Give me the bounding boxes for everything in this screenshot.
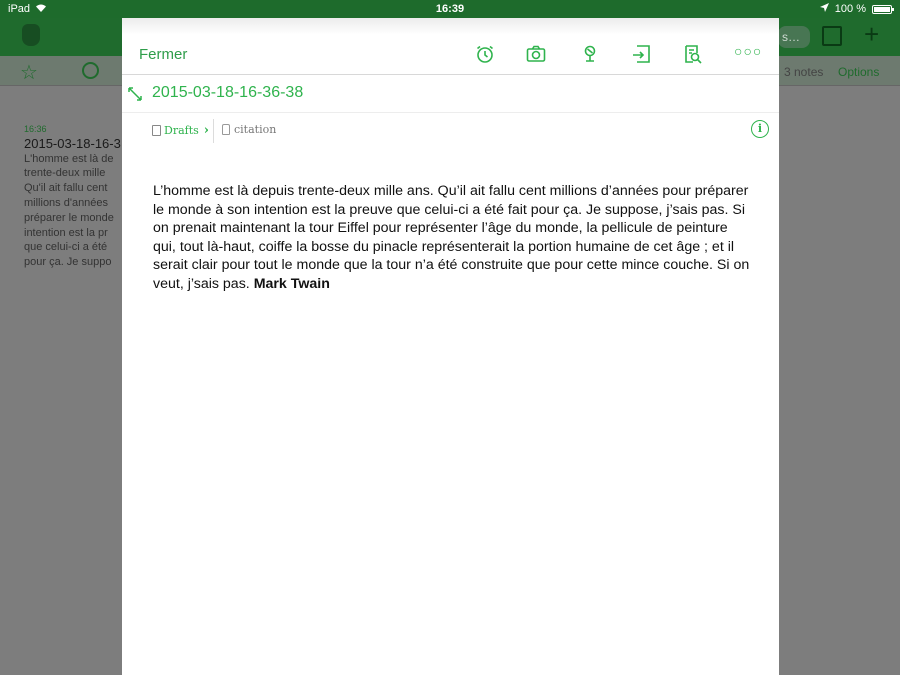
expand-icon[interactable] (128, 87, 142, 101)
note-toolbar (122, 18, 779, 75)
list-item-title: 2015-03-18-16-3 (24, 135, 121, 151)
location-arrow-icon (820, 3, 829, 15)
list-item-time: 16:36 (24, 124, 47, 134)
battery-icon (872, 5, 892, 14)
background-search-field: s… (778, 26, 810, 48)
background-notes-count: 3 notes (784, 65, 824, 79)
evernote-logo-icon (22, 24, 40, 46)
background-new-note-icon: + (864, 19, 880, 49)
tag-icon (222, 124, 230, 135)
status-left (8, 3, 47, 16)
note-body[interactable] (153, 182, 753, 294)
battery-percent: 100 % (834, 3, 866, 15)
background-share-icon (822, 26, 842, 46)
list-item-preview-line: millions d'années (24, 196, 109, 209)
background-note-list-item (24, 122, 124, 270)
battery-fill (874, 7, 890, 12)
tag-label: citation (234, 123, 277, 136)
camera-icon[interactable] (526, 44, 546, 64)
list-item-preview-line: Qu'il ait fallu cent (24, 182, 108, 195)
device-label: iPad (8, 3, 31, 15)
background-options: Options (838, 65, 880, 79)
notebook-selector[interactable] (152, 123, 209, 138)
microphone-icon[interactable] (580, 44, 600, 64)
note-body-author: Mark Twain (253, 275, 330, 292)
status-right (820, 3, 892, 15)
info-icon[interactable]: i (751, 120, 769, 138)
tag-selector[interactable] (222, 123, 276, 136)
status-bar (0, 0, 900, 18)
background-alarm-icon (82, 62, 99, 79)
chevron-right-icon: › (203, 123, 209, 138)
title-row (122, 75, 779, 113)
list-item-preview-line: pour ça. Je suppo (24, 256, 112, 269)
more-icon[interactable]: ○○○ (734, 43, 763, 59)
share-icon[interactable] (631, 44, 651, 64)
list-item-preview-line: intention est la pr (24, 226, 108, 239)
note-title[interactable]: 2015-03-18-16-36-38 (152, 84, 304, 101)
list-item-preview-line: L'homme est là de (24, 152, 114, 165)
notebook-icon (152, 125, 161, 136)
close-button[interactable]: Fermer (139, 46, 188, 63)
note-body-text: L’homme est là depuis trente-deux mille ans. Qu’il ait fallu cent millions d’années pour préparer le monde à son intention est la preuve que celui-ci a été fait pour ça. Je suppose, j’sais pas. Si on prenait maintenant la tour Eiffel pour représenter l’âge du monde, la pellicule de peinture qui, tout là-haut, coiffe la bosse du pinacle représenterait la portion humaine de cet âge ; et il serait clair pour tout le monde que la tour n’a été construite que pour cette mince couche. Si on veut, j’sais pas. (153, 183, 750, 292)
background-star-icon: ☆ (20, 62, 38, 84)
notebook-label: Drafts (164, 124, 199, 137)
list-item-preview-line: préparer le monde (24, 211, 114, 224)
note-meta-row (122, 113, 779, 145)
list-item-preview-line: que celui-ci a été (24, 241, 108, 254)
alarm-icon[interactable] (475, 44, 495, 64)
note-search-icon[interactable] (683, 44, 703, 64)
note-modal (122, 18, 779, 675)
list-item-preview-line: trente-deux mille (24, 167, 106, 180)
wifi-icon (35, 3, 47, 16)
status-time: 16:39 (435, 3, 465, 15)
meta-divider (213, 119, 214, 143)
